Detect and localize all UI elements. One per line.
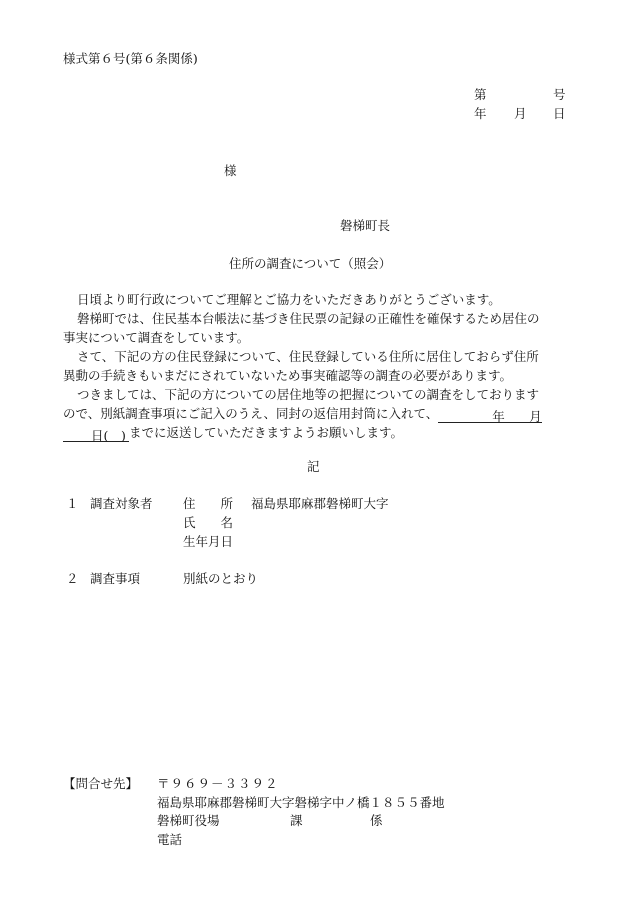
paragraph-4-line-3: [63, 423, 565, 442]
paragraph-2-line-1: 磐梯町では、住民基本台帳法に基づき住民票の記録の正確性を確保するため居住の: [77, 311, 540, 326]
birthdate-label: 生年月日: [183, 534, 234, 549]
document-title: 住所の調査について（照会）: [229, 256, 392, 271]
paragraph-4-line-3-text: までに返送していただきますようお願いします。: [129, 425, 404, 440]
reply-month-label: 月: [529, 409, 542, 424]
address-value: 福島県耶麻郡磐梯町大字: [251, 496, 389, 511]
item-1-label: 調査対象者: [90, 496, 153, 511]
contact-section-kakari: 係: [370, 813, 383, 828]
doc-number-suffix: 号: [553, 87, 566, 102]
body-text: [63, 290, 565, 442]
item-1-number: １: [66, 496, 79, 511]
paragraph-2-line-2: 事実について調査をしています。: [63, 330, 250, 345]
reply-date-year-month-blank: [438, 407, 542, 423]
paragraph-4-line-1: つきましては、下記の方についての居住地等の把握についての調査をしております: [77, 387, 540, 402]
reply-year-label: 年: [492, 409, 505, 424]
paragraph-3-line-1: さて、下記の方の住民登録について、住民登録している住所に居住しておらず住所: [77, 349, 539, 364]
date-year: 年: [474, 106, 487, 121]
item-2-number: ２: [66, 571, 79, 586]
addressee-suffix: 様: [224, 163, 237, 178]
name-label: 氏 名: [183, 515, 234, 530]
contact-office: 磐梯町役場: [157, 813, 220, 828]
contact-address: 福島県耶麻郡磐梯町大字磐梯字中ノ橋１８５５番地: [157, 795, 445, 810]
contact-telephone: 電話: [157, 832, 183, 847]
ki-heading: 記: [307, 459, 320, 474]
reply-weekday-close: ): [121, 428, 126, 443]
form-label: 様式第６号(第６条関係): [63, 51, 198, 66]
doc-number-prefix: 第: [474, 87, 487, 102]
item-2-label: 調査事項: [90, 571, 141, 586]
contact-label: 【問合せ先】: [63, 776, 139, 791]
reply-date-day-blank: [63, 426, 129, 442]
sender: 磐梯町長: [340, 218, 391, 233]
address-label: 住 所: [183, 496, 234, 511]
reply-day-label: 日(: [91, 428, 109, 443]
paragraph-3-line-2: 異動の手続きもいまだにされていないため事実確認等の調査の必要があります。: [63, 368, 513, 383]
date-month: 月: [514, 106, 527, 121]
paragraph-4-line-2: [63, 404, 565, 423]
paragraph-4-line-2-text: ので、別紙調査事項にご記入のうえ、同封の返信用封筒に入れて、: [63, 406, 439, 421]
contact-postal-code: 〒９６９－３３９２: [157, 776, 279, 791]
date-day: 日: [553, 106, 566, 121]
paragraph-1: 日頃より町行政についてご理解とご協力をいただきありがとうございます。: [77, 292, 501, 307]
item-2-value: 別紙のとおり: [183, 571, 259, 586]
contact-section-ka: 課: [290, 813, 303, 828]
